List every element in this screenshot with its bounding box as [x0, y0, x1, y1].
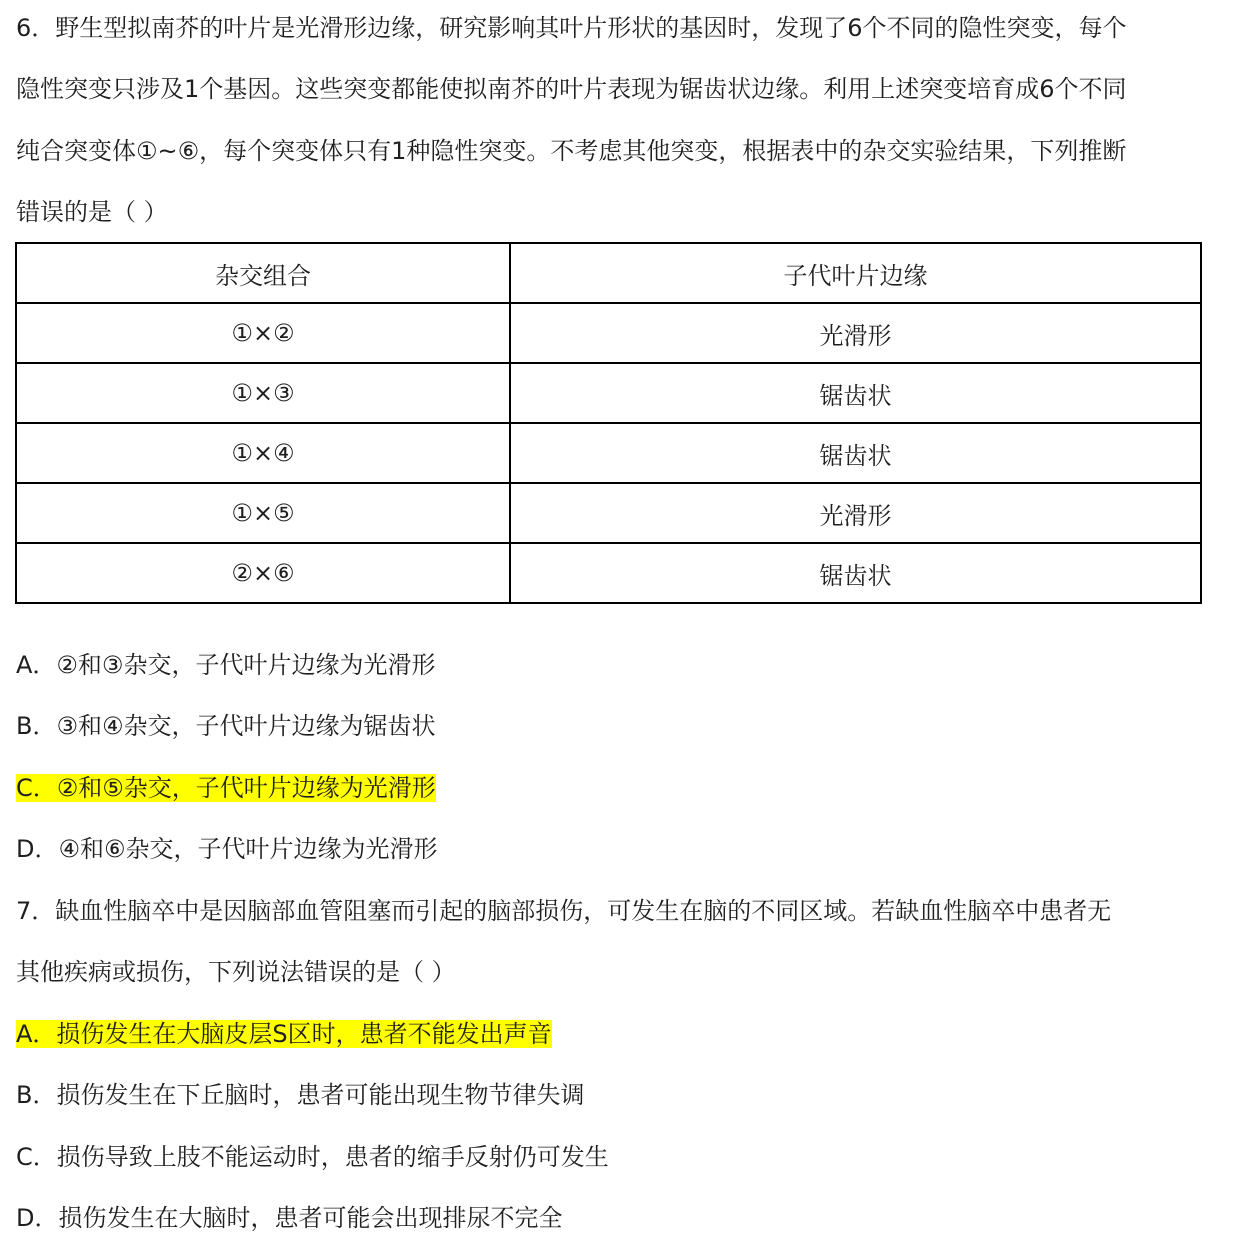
table-row	[16, 303, 1201, 363]
table-cell-offspring: 锯齿状	[510, 363, 1201, 423]
q6-option-c	[16, 768, 436, 808]
q7-option-c-text: C．损伤导致上肢不能运动时，患者的缩手反射仍可发生	[16, 1143, 609, 1171]
table-cell-cross: ①×⑤	[16, 483, 510, 543]
table-cell-offspring: 锯齿状	[510, 423, 1201, 483]
table-cell-offspring: 光滑形	[510, 483, 1201, 543]
table-cell-offspring: 锯齿状	[510, 543, 1201, 603]
q7-option-b	[16, 1075, 584, 1115]
table-cell-cross: ①×④	[16, 423, 510, 483]
table-row	[16, 423, 1201, 483]
q6-option-b-text: B．③和④杂交，子代叶片边缘为锯齿状	[16, 712, 436, 740]
table-header-cross: 杂交组合	[16, 243, 510, 303]
q6-stem-line-2: 隐性突变只涉及1个基因。这些突变都能使拟南芥的叶片表现为锯齿状边缘。利用上述突变培育成6个不同	[16, 75, 1127, 103]
table-row	[16, 363, 1201, 423]
table-header-offspring: 子代叶片边缘	[510, 243, 1201, 303]
q7-option-b-text: B．损伤发生在下丘脑时，患者可能出现生物节律失调	[16, 1081, 585, 1109]
q6-option-c-text-highlighted: C．②和⑤杂交，子代叶片边缘为光滑形	[16, 774, 436, 802]
table-cell-offspring: 光滑形	[510, 303, 1201, 363]
table-cell-cross: ①×③	[16, 363, 510, 423]
q7-option-d-text: D．损伤发生在大脑时，患者可能会出现排尿不完全	[16, 1204, 563, 1232]
q6-option-b	[16, 706, 436, 746]
table-header-row	[16, 243, 1201, 303]
q7-stem-line-1: 7．缺血性脑卒中是因脑部血管阻塞而引起的脑部损伤，可发生在脑的不同区域。若缺血性脑卒中患者无	[16, 897, 1112, 925]
q7-option-a-text-highlighted: A．损伤发生在大脑皮层S区时，患者不能发出声音	[16, 1020, 552, 1048]
cross-results-table	[15, 242, 1202, 604]
table-row	[16, 483, 1201, 543]
q7-option-a	[16, 1014, 552, 1054]
q7-stem-line-2: 其他疾病或损伤，下列说法错误的是（ ）	[16, 958, 456, 986]
q6-stem-line-3: 纯合突变体①~⑥，每个突变体只有1种隐性突变。不考虑其他突变，根据表中的杂交实验结果，下列推断	[16, 137, 1127, 165]
q6-stem-line-1: 6．野生型拟南芥的叶片是光滑形边缘，研究影响其叶片形状的基因时，发现了6个不同的隐性突变，每个	[16, 14, 1127, 42]
q7-option-d	[16, 1198, 562, 1238]
table-cell-cross: ①×②	[16, 303, 510, 363]
q6-option-d	[16, 829, 438, 869]
q6-option-a	[16, 645, 435, 685]
q6-option-a-text: A．②和③杂交，子代叶片边缘为光滑形	[16, 651, 436, 679]
q6-stem-line-4: 错误的是（ ）	[16, 198, 168, 226]
table-cell-cross: ②×⑥	[16, 543, 510, 603]
table-row	[16, 543, 1201, 603]
q6-option-d-text: D．④和⑥杂交，子代叶片边缘为光滑形	[16, 835, 438, 863]
q7-option-c	[16, 1137, 609, 1177]
